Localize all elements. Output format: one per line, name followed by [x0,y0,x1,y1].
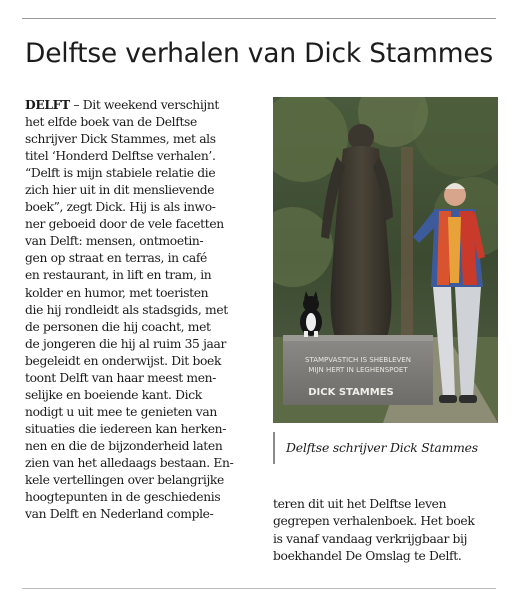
photo-caption [273,432,501,464]
dateline: DELFT [25,97,70,112]
body-line: nen en die de bijzonderheid laten [25,438,223,453]
body-line: teren dit uit het Delftse leven [273,497,447,511]
body-line: de jongeren die hij al ruim 35 jaar [25,336,227,351]
body-line: zich hier uit in dit menslievende [25,183,215,198]
article-body-right [273,496,501,565]
body-line: die hij rondleidt als stadsgids, met [25,302,228,317]
caption-text: Delftse schrijver Dick Stammes [286,440,478,455]
body-line: selijke en boeiende kant. Dick [25,387,202,402]
article-photo [273,97,498,423]
plinth-name: DICK STAMMES [308,387,394,398]
body-line: het elfde boek van de Delftse [25,115,197,130]
body-line: boekhandel De Omslag te Delft. [273,548,462,563]
body-line: nodigt u uit mee te genieten van [25,404,217,419]
body-line: gen op straat en terras, in café [25,251,207,266]
first-line-text: – Dit weekend verschijnt [69,98,220,112]
body-line: boek”, zegt Dick. Hij is als inwo- [25,200,216,215]
body-line: toont Delft van haar meest men- [25,370,217,385]
left-lines [25,114,261,523]
body-line: is vanaf vandaag verkrijgbaar bij [273,531,468,546]
body-line: de personen die hij coacht, met [25,319,211,334]
bottom-rule [22,588,496,589]
photo-scene [273,97,498,423]
body-line: en restaurant, in lift en tram, in [25,268,212,283]
body-line: hoogtepunten in de geschiedenis [25,490,221,505]
body-line: ner geboeid door de vele facetten [25,217,224,232]
article-body-left [25,96,261,523]
first-line [25,96,261,114]
plinth-inscription-1: STAMPVASTICH IS SHEBLEVEN [305,356,411,364]
plinth-inscription-2: MIJN HERT IN LEGHENSPOET [308,366,408,374]
body-line: kolder en humor, met toeristen [25,285,209,300]
body-line: kele vertellingen over belangrijke [25,473,224,488]
body-line: situaties die iedereen kan herken- [25,421,227,436]
body-line: “Delft is mijn stabiele relatie die [25,166,216,181]
body-line: schrijver Dick Stammes, met als [25,132,216,147]
body-line: zien van het alledaags bestaan. En- [25,455,234,470]
body-line: van Delft: mensen, ontmoetin- [25,234,204,249]
headline: Delftse verhalen van Dick Stammes [25,38,494,69]
right-lines [273,496,501,565]
top-rule [22,18,496,19]
body-line: van Delft en Nederland comple- [25,507,214,522]
body-line: titel ‘Honderd Delftse verhalen’. [25,149,216,164]
body-line: begeleidt en onderwijst. Dit boek [25,353,222,368]
body-line: gegrepen verhalenboek. Het boek [273,514,475,529]
